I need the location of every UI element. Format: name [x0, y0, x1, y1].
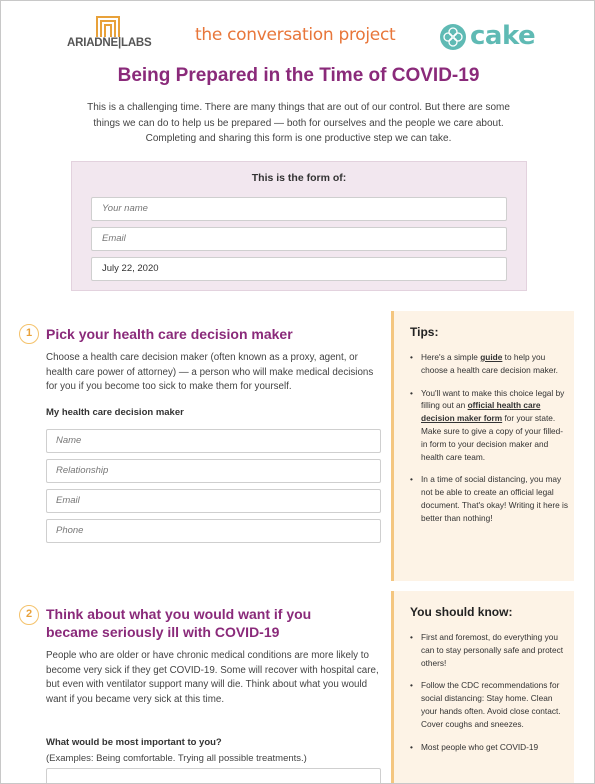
form-owner-label: This is the form of:: [251, 172, 347, 184]
know-item: • Follow the CDC recommendations for social distancing: Stay home. Clean your hands often. Avoid close contact. Cover coughs and sneezes.: [408, 679, 568, 730]
section-1-title: Pick your health care decision maker: [46, 326, 293, 342]
page-title: Being Prepared in the Time of COVID-19: [117, 65, 480, 86]
tips-title: Tips:: [410, 325, 439, 339]
you-should-know-list: [408, 631, 568, 763]
logo-bar: [1, 15, 595, 59]
most-important-hint: (Examples: Being comfortable. Trying all possible treatments.): [46, 753, 307, 764]
ariadne-labs-logo: [67, 15, 152, 55]
decision-maker-phone-input[interactable]: Phone: [46, 519, 381, 543]
tip-item: • Here's a simple guide to help you choose a health care decision maker.: [408, 351, 568, 377]
know-item: • Most people who get COVID-19: [408, 741, 568, 754]
section-1-number: 1: [19, 324, 39, 344]
cake-logo-text: cake: [470, 21, 536, 51]
ariadne-maze-icon: [95, 15, 121, 37]
you-should-know-box: [391, 591, 574, 784]
you-should-know-title: You should know:: [410, 605, 513, 619]
decision-maker-email-input[interactable]: Email: [46, 489, 381, 513]
identity-form-box: [71, 161, 527, 291]
tip-item: • In a time of social distancing, you may not be able to create an official legal document. That's okay! Writing it here is better than nothing!: [408, 473, 568, 524]
decision-maker-relationship-input[interactable]: Relationship: [46, 459, 381, 483]
know-item: • First and foremost, do everything you can to stay personally safe and protect others!: [408, 631, 568, 669]
date-input[interactable]: July 22, 2020: [91, 257, 507, 281]
section-2-body: People who are older or have chronic medical conditions are more likely to become very sick if they get COVID-19. Some will recover with hospital care, but even with ventilator support many will die. Think about what you would want if you became very sick at this time.: [46, 650, 379, 705]
official-form-link[interactable]: official health care decision maker form: [421, 400, 541, 424]
decision-maker-name-input[interactable]: Name: [46, 429, 381, 453]
ariadne-logo-text: ARIADNE|LABS: [67, 37, 152, 49]
conversation-project-logo: the conversation project: [195, 25, 396, 45]
cake-logo: [439, 21, 539, 53]
section-1-body: Choose a health care decision maker (often known as a proxy, agent, or health care power of attorney) — a person who will make medical decisions for you if you become too sick to make them for yourself.: [46, 352, 374, 392]
most-important-label: What would be most important to you?: [46, 737, 222, 748]
decision-maker-label: My health care decision maker: [46, 407, 184, 418]
most-important-textarea[interactable]: [46, 768, 381, 784]
tips-list: [408, 351, 568, 535]
your-email-input[interactable]: Email: [91, 227, 507, 251]
section-2-title: Think about what you would want if you became seriously ill with COVID-19: [46, 606, 312, 640]
your-name-input[interactable]: Your name: [91, 197, 507, 221]
tip-item: • You'll want to make this choice legal by filling out an official health care decision maker form for your state. Make sure to give a copy of your filled-in form to your decision maker and health care team.: [408, 387, 568, 464]
cake-flower-icon: [439, 23, 467, 51]
section-2-number: 2: [19, 605, 39, 625]
guide-link[interactable]: guide: [480, 352, 503, 362]
intro-paragraph: This is a challenging time. There are many things that are out of our control. But there are some things we can do to help us be prepared — both for ourselves and the people we care about. Completing and sharing this form is one productive step we can take.: [87, 102, 510, 144]
tips-box: [391, 311, 574, 581]
